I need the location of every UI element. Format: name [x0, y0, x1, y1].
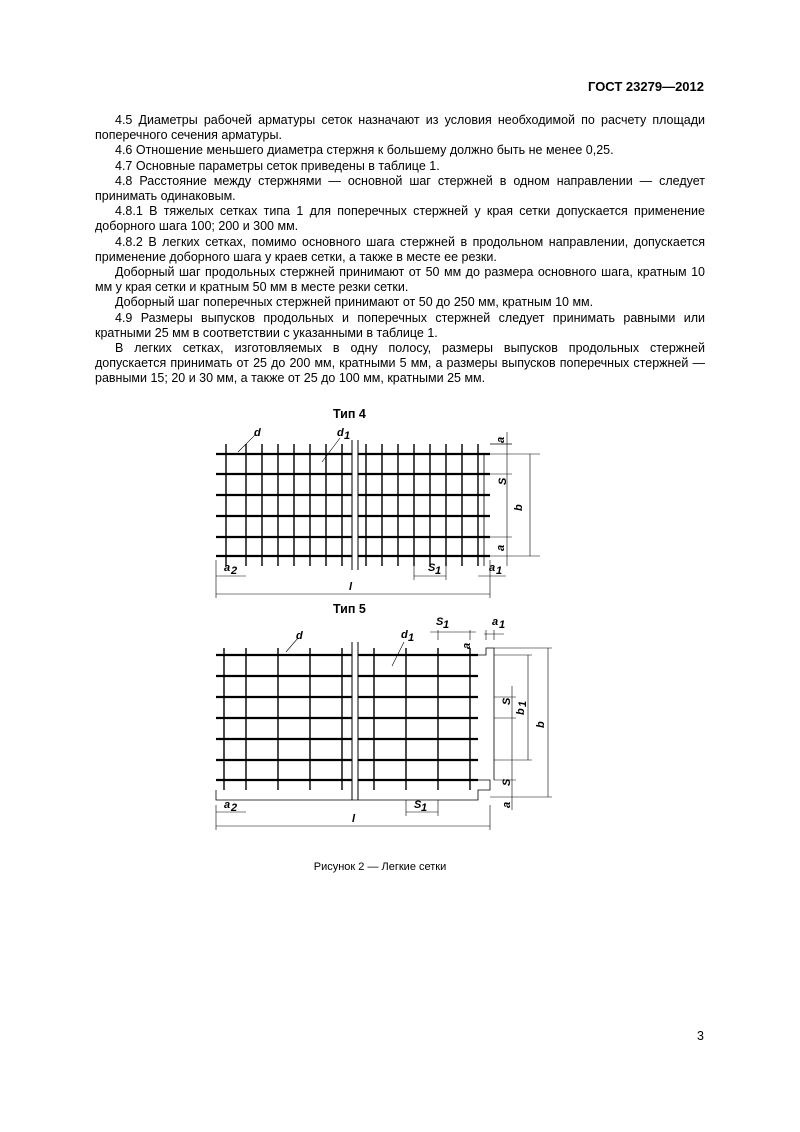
- type5-title: Тип 5: [333, 602, 366, 616]
- label5-a1: a: [492, 616, 499, 628]
- label-a-bottom: a: [495, 544, 507, 551]
- label5-s1-bottom: S: [414, 799, 422, 811]
- label-d: d: [254, 427, 261, 439]
- label-l: l: [349, 581, 353, 593]
- paragraph-4-9: 4.9 Размеры выпусков продольных и поперечных стержней следует принимать равными или кратными 25 мм в соответствии с указанными в таблице 1.: [95, 310, 705, 340]
- document-code: ГОСТ 23279—2012: [588, 79, 704, 94]
- paragraph-4-7: 4.7 Основные параметры сеток приведены в таблице 1.: [115, 158, 440, 173]
- type5-labels: [224, 616, 547, 825]
- type4-labels: [224, 427, 525, 593]
- label5-d1: d: [401, 629, 408, 641]
- label5-d: d: [296, 630, 303, 642]
- label5-a1-sub: 1: [499, 619, 506, 631]
- paragraph-dobor-pop: Доборный шаг поперечных стержней принимают от 50 до 250 мм, кратным 10 мм.: [115, 295, 594, 310]
- type5-mesh: [216, 630, 552, 830]
- label-a2-sub: 2: [231, 565, 238, 577]
- paragraph-4-6: 4.6 Отношение меньшего диаметра стержня к большему должно быть не менее 0,25.: [115, 143, 614, 158]
- label-s1: S: [428, 562, 436, 574]
- paragraph-light-nets: В легких сетках, изготовляемых в одну полосу, размеры выпусков продольных стержней допускается принимать от 25 до 200 мм, кратными 5 мм, а размеры выпусков поперечных стержней — равными 15; 20 и 30 мм, а также от 25 до 100 мм, кратными 25 мм.: [95, 341, 705, 386]
- label5-b: b: [535, 721, 547, 728]
- label5-a2: a: [224, 799, 231, 811]
- label5-a-bottom: a: [501, 801, 513, 808]
- label-s1-sub: 1: [435, 565, 442, 577]
- label5-l: l: [352, 813, 356, 825]
- label5-s-bottom: S: [501, 778, 513, 786]
- figure-caption: Рисунок 2 — Легкие сетки: [313, 861, 447, 873]
- type4-title: Тип 4: [333, 407, 366, 421]
- label-a1: a: [489, 562, 496, 574]
- label-a2: a: [224, 562, 231, 574]
- label5-a2-sub: 2: [231, 802, 238, 814]
- label5-b1: b: [515, 708, 527, 715]
- label-a-top: a: [495, 436, 507, 443]
- label-d1: d: [337, 427, 344, 439]
- label5-s: S: [501, 697, 513, 705]
- label5-s1-top: S: [436, 616, 444, 628]
- label-a1-sub: 1: [496, 565, 503, 577]
- label5-a-top: a: [461, 642, 473, 649]
- paragraph-4-8: 4.8 Расстояние между стержнями — основной шаг стержней в одном направлении — следует принимать одинаковым.: [95, 173, 705, 204]
- label5-s1-top-sub: 1: [443, 619, 450, 631]
- label5-b1-sub: 1: [517, 700, 529, 707]
- paragraph-dobor-prod: Доборный шаг продольных стержней принимают от 50 мм до размера основного шага, кратным 10 мм у края сетки и кратным 50 мм в месте резки сетки.: [95, 265, 705, 295]
- label5-s1-bottom-sub: 1: [421, 802, 428, 814]
- paragraph-4-8-2: 4.8.2 В легких сетках, помимо основного шага стержней в продольном направлении, допускается применение доборного шага у краев сетки, а также в месте ее резки.: [95, 234, 705, 264]
- page-number: 3: [697, 1029, 704, 1043]
- paragraph-4-8-1: 4.8.1 В тяжелых сетках типа 1 для поперечных стержней у края сетки допускается применение доборного шага 100; 200 и 300 мм.: [95, 204, 705, 234]
- label-b: b: [513, 504, 525, 511]
- label5-d1-sub: 1: [408, 632, 415, 644]
- label-d1-sub: 1: [344, 430, 351, 442]
- label-s: S: [497, 477, 509, 485]
- paragraph-4-5: 4.5 Диаметры рабочей арматуры сеток назначают из условия необходимой по расчету площади поперечного сечения арматуры.: [95, 113, 705, 143]
